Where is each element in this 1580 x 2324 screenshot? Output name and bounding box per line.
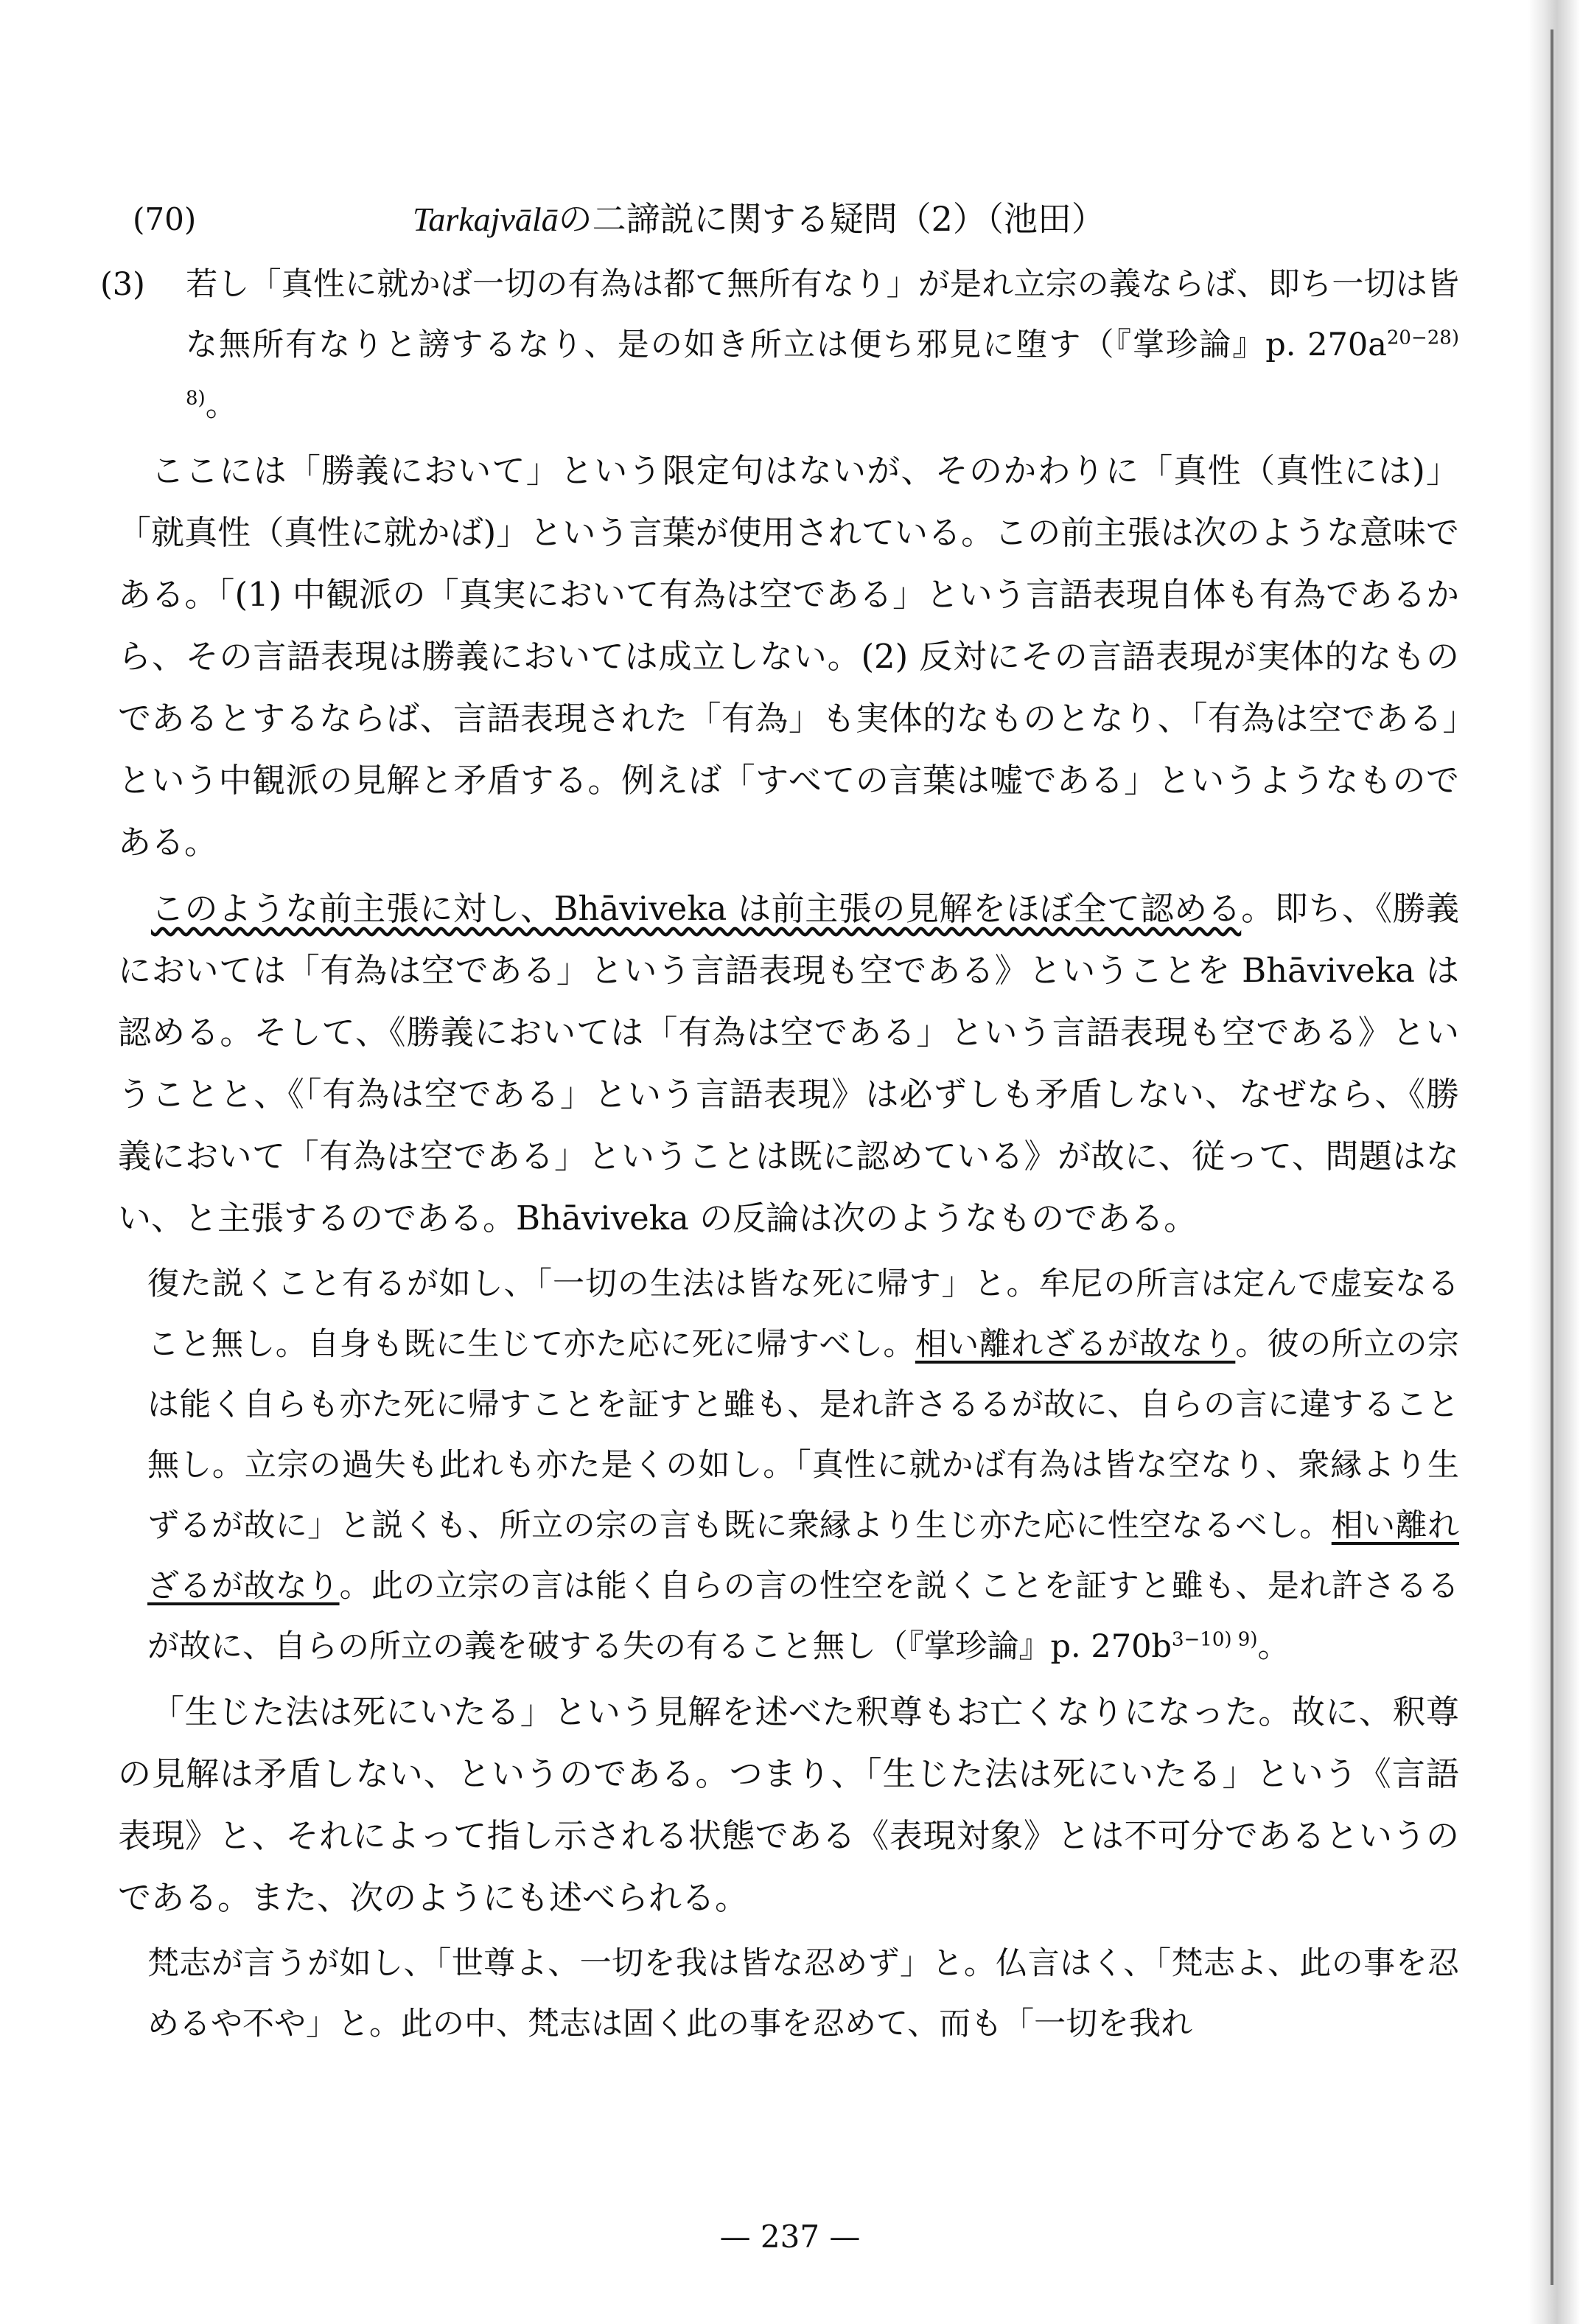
running-title xyxy=(413,192,1105,241)
paragraph-2 xyxy=(118,878,1459,1249)
quote-tail: 。 xyxy=(1257,1628,1290,1665)
running-header xyxy=(133,188,1459,247)
quote-text: 若し「真性に就かば一切の有為は都て無所有なり」が是れ立宗の義ならば、即ち一切は皆な無所有なりと謗するなり、是の如き所立は便ち邪見に堕す（『掌珍論』p. 270a xyxy=(186,266,1459,363)
quote-tail: 。 xyxy=(205,387,237,424)
title-italic: Tarkajvālā xyxy=(413,200,559,238)
wavy-underlined-text: このような前主張に対し、Bhāviveka は前主張の見解をほぼ全て認める xyxy=(151,889,1242,928)
scan-binding-shadow xyxy=(1551,29,1553,2285)
page-label: (70) xyxy=(133,201,197,237)
quote-block-3: 梵志が言うが如し、「世尊よ、一切を我は皆な忍めず」と。仏言はく、「梵志よ、此の事を忍めるや不や」と。此の中、梵志は固く此の事を忍めて、而も「一切を我れ xyxy=(147,1945,1459,2042)
paragraph-1: ここには「勝義において」という限定句はないが、そのかわりに「真性（真性には)」「就真性（真性に就かば)」という言葉が使用されている。この前主張は次のような意味である。「(1) 中観派の「真実において有為は空である」という言語表現自体も有為であるから、その言語表現は勝義においては成立しない。(2) 反対にその言語表現が実体的なものであるとするならば、言語表現された「有為」も実体的なものとなり、「有為は空である」という中観派の見解と矛盾する。例えば「すべての言葉は嘘である」というようなものである。 xyxy=(118,451,1459,862)
title-rest: の二諦説に関する疑問（2）（池田） xyxy=(558,199,1105,239)
quote-text-c: 。此の立宗の言は能く自らの言の性空を説くことを証すと雖も、是れ許さるるが故に、自らの所立の義を破する失の有ること無し（『掌珍論』p. 270b xyxy=(147,1568,1460,1665)
quote-block-1 xyxy=(100,254,1459,436)
scan-binding-edge xyxy=(1528,0,1580,2324)
quote-block-2 xyxy=(118,1254,1459,1677)
body-text xyxy=(100,254,1460,2054)
quote-text-b: 。彼の所立の宗は能く自らも亦た死に帰すことを証すと雖も、是れ許さるるが故に、自らの言に違すること無し。立宗の過失も此れも亦た是くの如し。「真性に就かば有為は皆な空なり、衆縁より生ずるが故に」と説くも、所立の宗の言も既に衆縁より生じ亦た応に性空なるべし。 xyxy=(147,1326,1460,1544)
quote-number: (3) xyxy=(100,266,145,303)
quote-text-a: 復た説くこと有るが如し、「一切の生法は皆な死に帰す」と。牟尼の所言は定んで虚妄なること無し。自身も既に生じて亦た応に死に帰すべし。 xyxy=(147,1266,1459,1363)
underlined-phrase-2: 相い離れざるが故なり xyxy=(147,1507,1460,1605)
citation-sup: 20−28) 8) xyxy=(186,327,1459,410)
paragraph-2-rest: 。即ち、《勝義においては「有為は空である」という言語表現も空である》ということを Bhāviveka は認める。そして、《勝義においては「有為は空である」という言語表現も空である》ということと、《「有為は空である」という言語表現》は必ずしも矛盾しない、なぜなら、《勝義において「有為は空である」ということは既に認めている》が故に、従って、問題はない、と主張するのである。Bhāviveka の反論は次のようなものである。 xyxy=(118,889,1459,1238)
citation-sup: 3−10) 9) xyxy=(1171,1628,1258,1651)
underlined-phrase-1: 相い離れざるが故なり xyxy=(915,1326,1236,1363)
paragraph-3: 「生じた法は死にいたる」という見解を述べた釈尊もお亡くなりになった。故に、釈尊の見解は矛盾しない、というのである。つまり、「生じた法は死にいたる」という《言語表現》と、それによって指し示される状態である《表現対象》とは不可分であるというのである。また、次のようにも述べられる。 xyxy=(118,1692,1459,1917)
page-number: — 237 — xyxy=(719,2219,861,2255)
